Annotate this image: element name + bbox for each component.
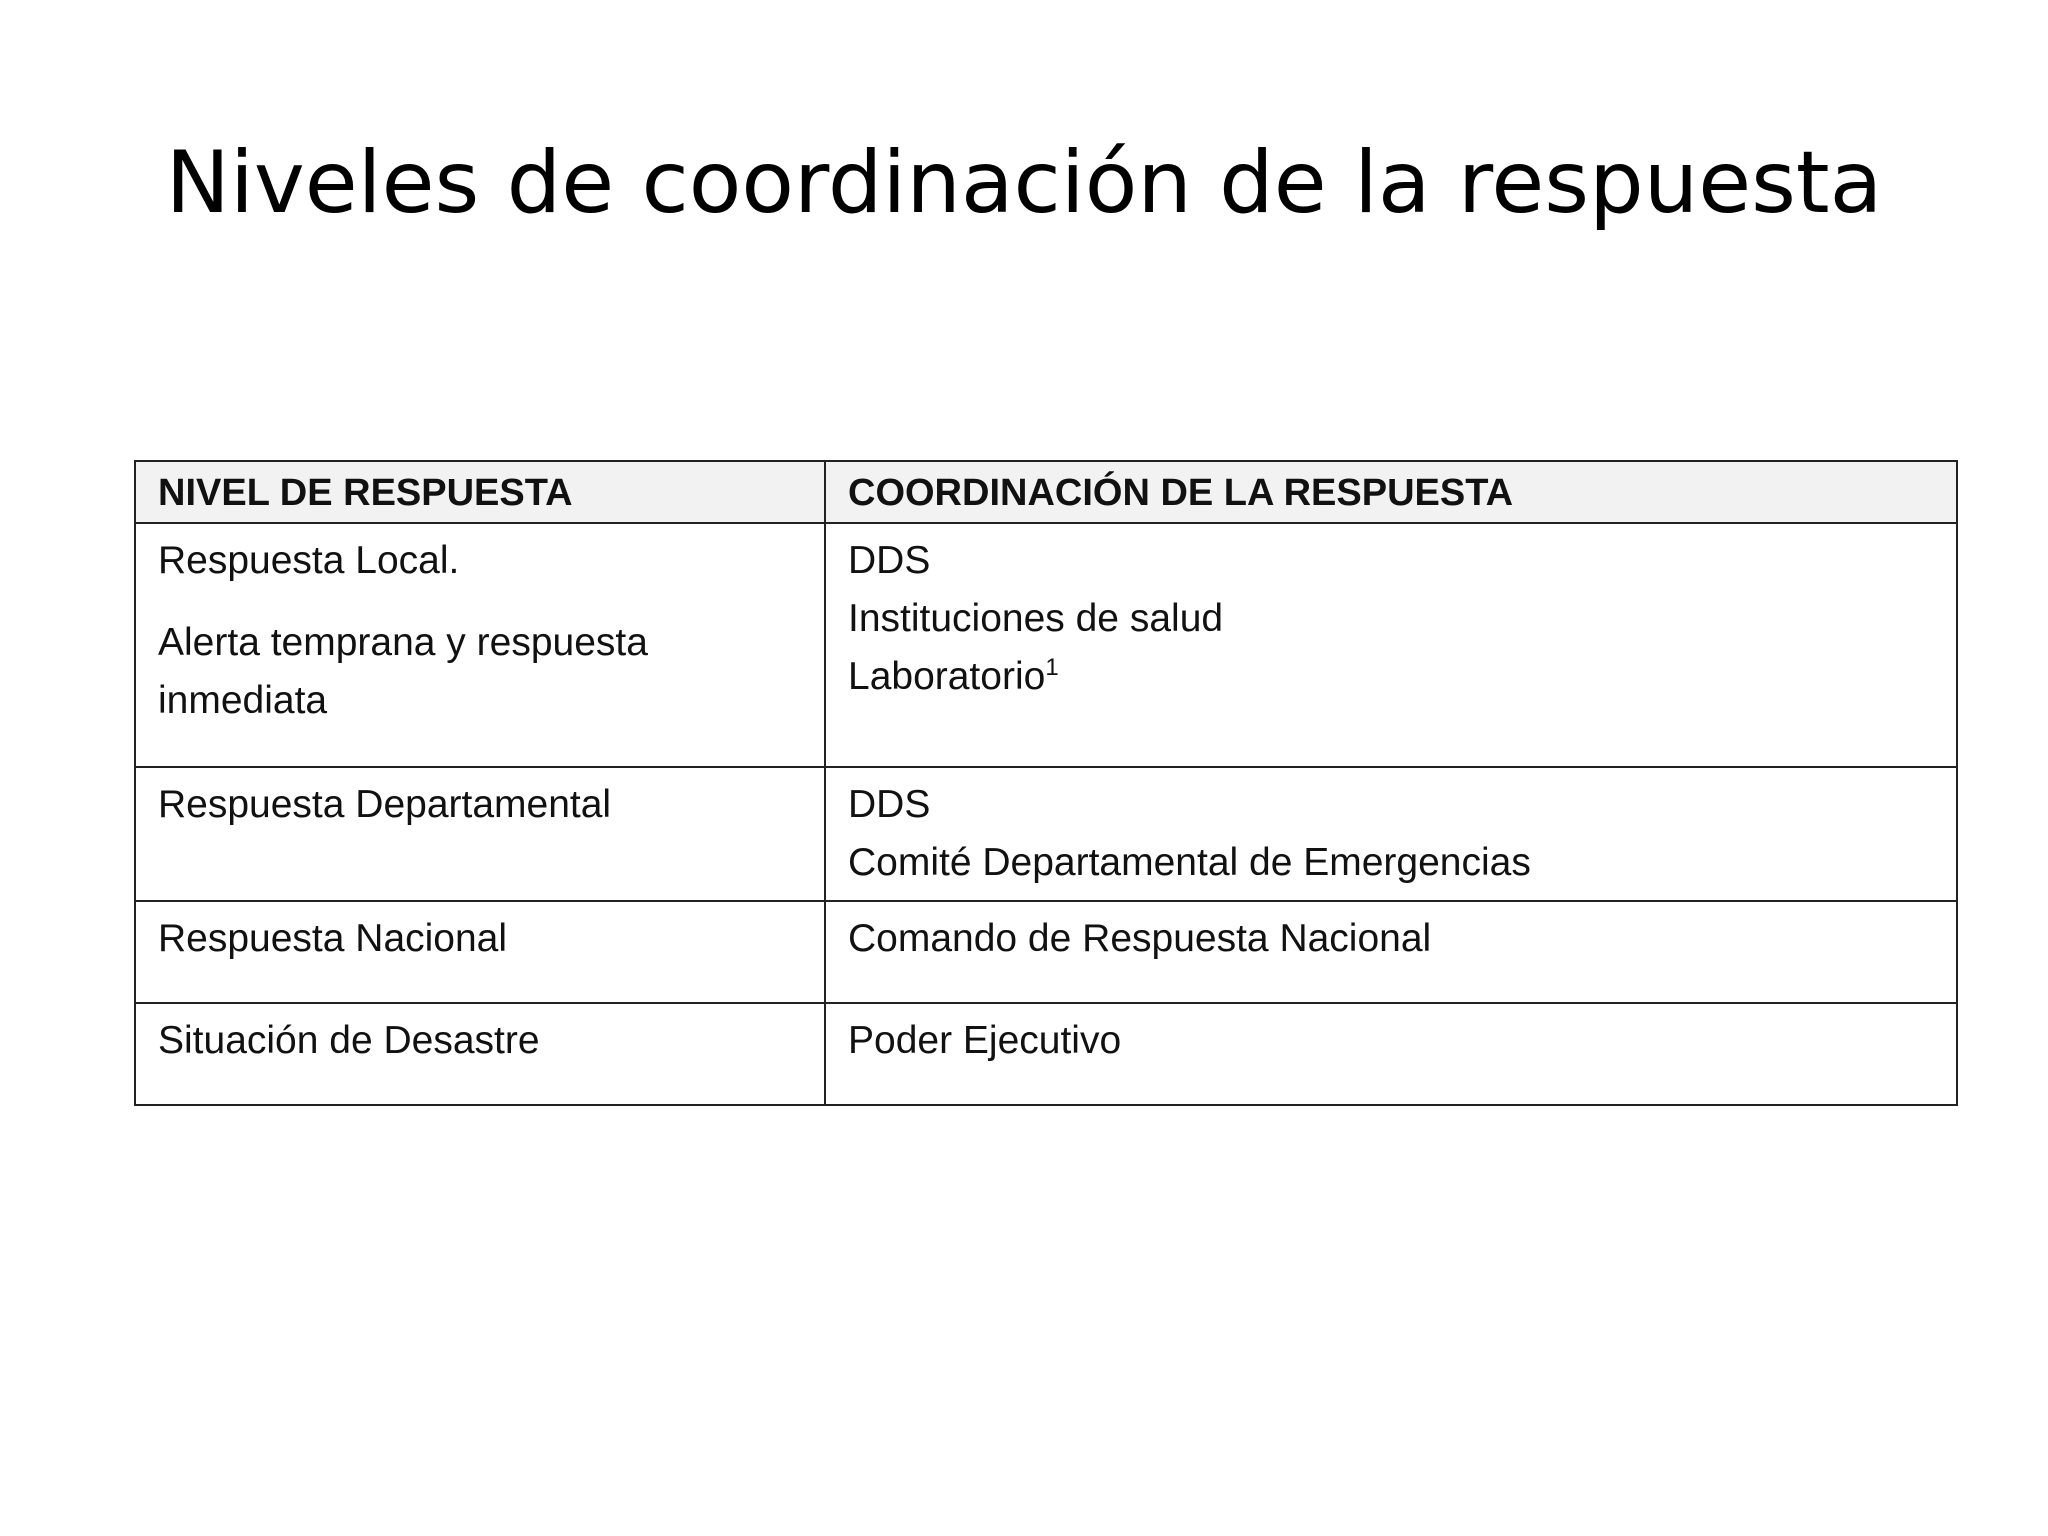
table-row	[135, 767, 1957, 901]
coordination-item: Instituciones de salud	[848, 597, 1224, 640]
coordination-cell	[825, 767, 1957, 901]
coordination-item: Comando de Respuesta Nacional	[848, 917, 1432, 960]
coordination-item: DDS	[848, 783, 931, 826]
table-header-row	[135, 461, 1957, 523]
level-text: Respuesta Nacional	[158, 917, 508, 960]
table-row	[135, 1003, 1957, 1105]
header-coordinacion-de-la-respuesta: COORDINACIÓN DE LA RESPUESTA	[825, 461, 1957, 523]
coordination-item: DDS	[848, 539, 931, 582]
level-cell	[135, 901, 825, 1003]
table-row	[135, 901, 1957, 1003]
level-text: Respuesta Local.	[158, 539, 460, 582]
level-text: Situación de Desastre	[158, 1019, 540, 1062]
coordination-cell	[825, 1003, 1957, 1105]
coordination-cell	[825, 901, 1957, 1003]
response-levels-table-container	[134, 460, 1956, 1106]
level-text: Respuesta Departamental	[158, 783, 612, 826]
coordination-item: Laboratorio	[848, 655, 1046, 698]
coordination-item-with-footnote	[848, 648, 1934, 706]
level-cell	[135, 767, 825, 901]
coordination-cell	[825, 523, 1957, 767]
slide-title: Niveles de coordinación de la respuesta	[165, 133, 1883, 233]
level-subtext: Alerta temprana y respuesta inmediata	[158, 621, 648, 722]
table-row	[135, 523, 1957, 767]
footnote-mark: 1	[1045, 654, 1059, 681]
header-nivel-de-respuesta: NIVEL DE RESPUESTA	[135, 461, 825, 523]
level-cell	[135, 523, 825, 767]
coordination-item: Comité Departamental de Emergencias	[848, 841, 1531, 884]
level-cell	[135, 1003, 825, 1105]
coordination-item: Poder Ejecutivo	[848, 1019, 1122, 1062]
response-levels-table	[134, 460, 1958, 1106]
